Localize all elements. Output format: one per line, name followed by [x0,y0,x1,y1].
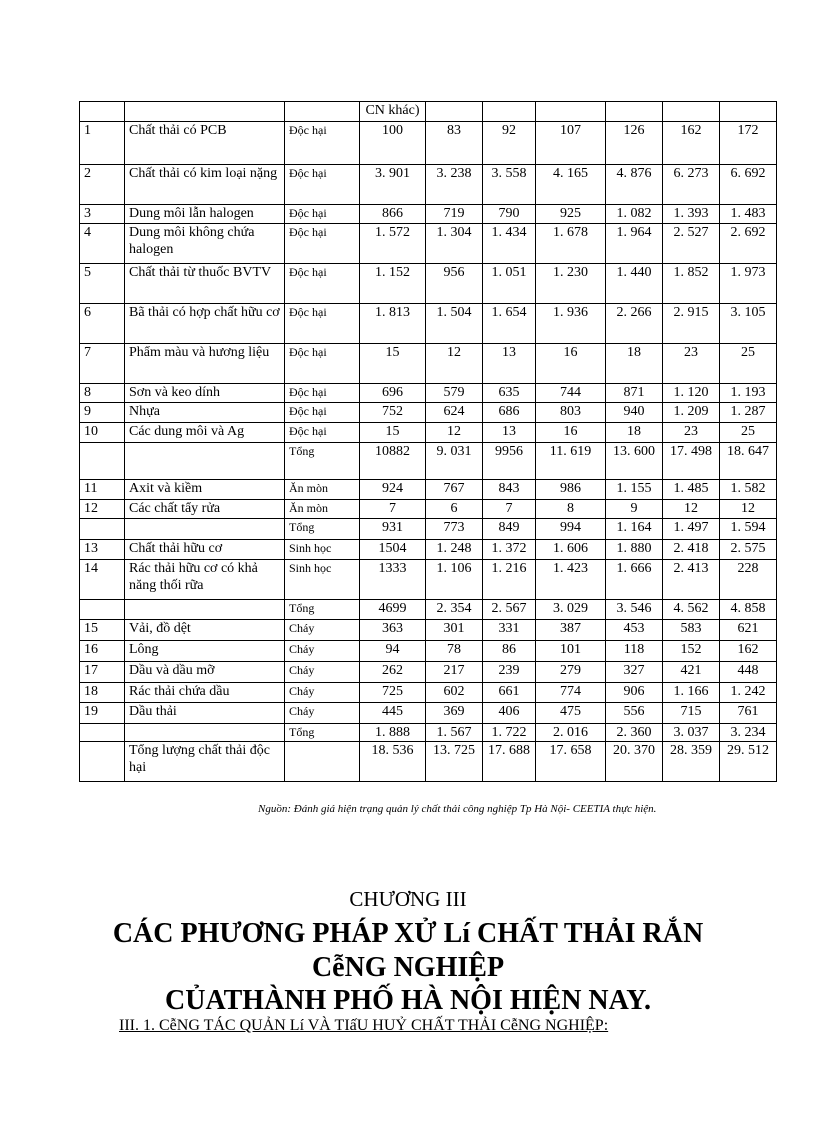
cell-value-6: 583 [663,620,720,641]
cell-value-5: 13. 600 [606,443,663,480]
cell-row-number: 7 [80,344,125,384]
table-row [80,205,777,224]
cell-value-3: 331 [483,620,536,641]
cell-value-7: 2. 692 [720,224,777,264]
cell-value-4: 986 [536,480,606,500]
table-row [80,683,777,703]
table-row [80,742,777,782]
cell-row-number [80,519,125,540]
cell-value-3: 13 [483,344,536,384]
table-row [80,540,777,560]
cell-hazard-type: Độc hại [285,344,360,384]
cell-row-number: 12 [80,500,125,519]
cell-hazard-type [285,102,360,122]
cell-value-3: 1. 434 [483,224,536,264]
cell-waste-name: Rác thải hữu cơ có khả năng thối rữa [125,560,285,600]
cell-waste-name: Phẩm màu và hương liệu [125,344,285,384]
cell-value-7: 3. 234 [720,724,777,742]
cell-value-5: 556 [606,703,663,724]
cell-value-4: 107 [536,122,606,165]
cell-value-2: 767 [426,480,483,500]
cell-hazard-type: Sinh học [285,540,360,560]
table-row [80,662,777,683]
cell-value-3: 86 [483,641,536,662]
cell-value-1: 94 [360,641,426,662]
cell-value-1: 1. 572 [360,224,426,264]
cell-value-6: 1. 497 [663,519,720,540]
table-row [80,423,777,443]
chapter-heading-line-1: CÁC PHƯƠNG PHÁP XỬ Lí CHẤT THẢI RẮN [112,918,704,949]
cell-value-3: 1. 654 [483,304,536,344]
cell-value-5: 18 [606,344,663,384]
cell-value-7: 1. 582 [720,480,777,500]
cell-waste-name [125,600,285,620]
cell-value-6: 12 [663,500,720,519]
cell-value-1: 752 [360,403,426,423]
cell-hazard-type: Ăn mòn [285,500,360,519]
cell-value-6: 1. 485 [663,480,720,500]
cell-value-5: 1. 440 [606,264,663,304]
cell-waste-name [125,443,285,480]
cell-value-7: 2. 575 [720,540,777,560]
cell-value-1: 15 [360,423,426,443]
cell-value-7: 448 [720,662,777,683]
cell-value-1: 18. 536 [360,742,426,782]
cell-hazard-type: Tổng [285,443,360,480]
cell-value-4: 16 [536,423,606,443]
cell-value-2: 12 [426,423,483,443]
cell-value-4: 1. 606 [536,540,606,560]
cell-row-number: 13 [80,540,125,560]
cell-waste-name: Dung môi không chứa halogen [125,224,285,264]
cell-value-2: 773 [426,519,483,540]
cell-row-number: 10 [80,423,125,443]
cell-hazard-type: Cháy [285,620,360,641]
table-row [80,724,777,742]
table-row [80,480,777,500]
table-row [80,224,777,264]
cell-value-4: 101 [536,641,606,662]
cell-value-7: 761 [720,703,777,724]
cell-value-2: 369 [426,703,483,724]
cell-value-3: 17. 688 [483,742,536,782]
cell-value-7: 25 [720,344,777,384]
cell-value-3: 661 [483,683,536,703]
cell-waste-name [125,102,285,122]
cell-value-5: 453 [606,620,663,641]
cell-row-number: 15 [80,620,125,641]
cell-value-6: 1. 852 [663,264,720,304]
cell-row-number: 11 [80,480,125,500]
cell-value-3: 239 [483,662,536,683]
cell-value-4: 475 [536,703,606,724]
cell-value-6: 2. 413 [663,560,720,600]
cell-value-4: 1. 936 [536,304,606,344]
cell-waste-name: Dung môi lẫn halogen [125,205,285,224]
cell-waste-name: Chất thải từ thuốc BVTV [125,264,285,304]
cell-value-3: 843 [483,480,536,500]
cell-value-7: 1. 973 [720,264,777,304]
cell-value-5: 126 [606,122,663,165]
cell-value-5: 20. 370 [606,742,663,782]
cell-value-2: 217 [426,662,483,683]
cell-value-7: 1. 594 [720,519,777,540]
table-row [80,304,777,344]
cell-value-5: 871 [606,384,663,403]
cell-value-1: 15 [360,344,426,384]
cell-value-2: 3. 238 [426,165,483,205]
cell-waste-name: Bã thải có hợp chất hữu cơ [125,304,285,344]
cell-hazard-type: Cháy [285,662,360,683]
cell-value-5: 2. 360 [606,724,663,742]
cell-value-6 [663,102,720,122]
cell-waste-name [125,724,285,742]
cell-waste-name: Axit và kiềm [125,480,285,500]
table-row [80,443,777,480]
cell-value-4: 925 [536,205,606,224]
cell-row-number: 2 [80,165,125,205]
table-row [80,384,777,403]
cell-value-6: 2. 915 [663,304,720,344]
cell-value-5: 9 [606,500,663,519]
cell-value-2: 1. 304 [426,224,483,264]
cell-hazard-type: Độc hại [285,423,360,443]
cell-hazard-type: Cháy [285,703,360,724]
cell-hazard-type: Độc hại [285,384,360,403]
cell-value-2 [426,102,483,122]
cell-hazard-type: Ăn mòn [285,480,360,500]
cell-row-number: 9 [80,403,125,423]
cell-waste-name: Sơn và keo dính [125,384,285,403]
cell-row-number [80,600,125,620]
cell-row-number [80,443,125,480]
cell-value-4: 3. 029 [536,600,606,620]
cell-value-3: 849 [483,519,536,540]
cell-value-5: 327 [606,662,663,683]
cell-value-2: 78 [426,641,483,662]
cell-value-7: 228 [720,560,777,600]
cell-value-2: 602 [426,683,483,703]
cell-value-6: 6. 273 [663,165,720,205]
cell-value-5: 1. 155 [606,480,663,500]
cell-value-3: 3. 558 [483,165,536,205]
cell-value-6: 28. 359 [663,742,720,782]
cell-value-7: 162 [720,641,777,662]
cell-value-4: 1. 230 [536,264,606,304]
table-row [80,703,777,724]
cell-value-4: 744 [536,384,606,403]
cell-hazard-type: Tổng [285,724,360,742]
cell-row-number: 17 [80,662,125,683]
cell-value-5 [606,102,663,122]
cell-value-2: 6 [426,500,483,519]
source-note: Nguồn: Đánh giá hiện trạng quản lý chất thải công nghiệp Tp Hà Nội- CEETIA thực hiện. [258,803,657,815]
cell-hazard-type: Độc hại [285,403,360,423]
cell-hazard-type: Độc hại [285,264,360,304]
cell-waste-name: Chất thải hữu cơ [125,540,285,560]
cell-value-6: 3. 037 [663,724,720,742]
cell-value-4: 387 [536,620,606,641]
cell-waste-name: Dầu và dầu mỡ [125,662,285,683]
cell-value-1: 100 [360,122,426,165]
cell-value-6: 23 [663,423,720,443]
cell-value-3: 790 [483,205,536,224]
cell-waste-name: Lông [125,641,285,662]
cell-hazard-type: Tổng [285,600,360,620]
chapter-heading-line-3: CỦATHÀNH PHỐ HÀ NỘI HIỆN NAY. [165,985,651,1016]
cell-value-7: 1. 242 [720,683,777,703]
cell-value-4: 16 [536,344,606,384]
cell-value-2: 1. 248 [426,540,483,560]
cell-value-5: 4. 876 [606,165,663,205]
cell-value-5: 3. 546 [606,600,663,620]
cell-value-7: 6. 692 [720,165,777,205]
cell-value-2: 301 [426,620,483,641]
cell-hazard-type: Cháy [285,641,360,662]
cell-value-4: 2. 016 [536,724,606,742]
cell-value-2: 1. 504 [426,304,483,344]
cell-value-5: 18 [606,423,663,443]
cell-value-4: 1. 423 [536,560,606,600]
table-row [80,122,777,165]
cell-waste-name: Chất thải có PCB [125,122,285,165]
table-row [80,519,777,540]
cell-value-7: 172 [720,122,777,165]
cell-value-1: 7 [360,500,426,519]
cell-row-number: 14 [80,560,125,600]
cell-value-1: 1. 813 [360,304,426,344]
cell-value-6: 162 [663,122,720,165]
waste-table [79,101,777,782]
cell-value-6: 4. 562 [663,600,720,620]
cell-hazard-type: Tổng [285,519,360,540]
cell-row-number [80,102,125,122]
cell-row-number: 4 [80,224,125,264]
cell-row-number: 6 [80,304,125,344]
cell-value-3: 1. 216 [483,560,536,600]
cell-hazard-type: Độc hại [285,304,360,344]
cell-value-7: 29. 512 [720,742,777,782]
chapter-label: CHƯƠNG III [349,887,467,911]
cell-value-1: 1. 152 [360,264,426,304]
cell-value-1: 363 [360,620,426,641]
cell-hazard-type: Cháy [285,683,360,703]
cell-value-5: 906 [606,683,663,703]
cell-value-1: 262 [360,662,426,683]
cell-value-2: 579 [426,384,483,403]
cell-row-number: 16 [80,641,125,662]
cell-value-5: 118 [606,641,663,662]
cell-row-number [80,742,125,782]
cell-value-6: 2. 418 [663,540,720,560]
cell-value-6: 23 [663,344,720,384]
cell-value-3: 92 [483,122,536,165]
cell-value-4: 4. 165 [536,165,606,205]
cell-value-3: 1. 722 [483,724,536,742]
cell-value-1: 1333 [360,560,426,600]
cell-value-2: 719 [426,205,483,224]
cell-value-2: 956 [426,264,483,304]
cell-value-5: 940 [606,403,663,423]
cell-value-1: 10882 [360,443,426,480]
cell-value-4: 17. 658 [536,742,606,782]
cell-value-5: 1. 964 [606,224,663,264]
cell-row-number: 18 [80,683,125,703]
cell-value-7: 18. 647 [720,443,777,480]
table-row [80,344,777,384]
table-row [80,620,777,641]
cell-value-3: 1. 051 [483,264,536,304]
section-subheading: III. 1. CễNG TÁC QUẢN Lí VÀ TIấU HUỶ CHẤT THẢI CễNG NGHIỆP: [119,1017,609,1034]
cell-value-1: 725 [360,683,426,703]
cell-hazard-type: Sinh học [285,560,360,600]
cell-value-4 [536,102,606,122]
cell-value-6: 1. 209 [663,403,720,423]
cell-value-6: 1. 393 [663,205,720,224]
cell-value-6: 1. 166 [663,683,720,703]
cell-value-1: 1504 [360,540,426,560]
cell-value-1: 924 [360,480,426,500]
cell-value-4: 8 [536,500,606,519]
cell-value-3: 635 [483,384,536,403]
cell-row-number: 19 [80,703,125,724]
cell-row-number [80,724,125,742]
cell-value-2: 624 [426,403,483,423]
cell-value-6: 421 [663,662,720,683]
cell-row-number: 5 [80,264,125,304]
cell-waste-name: Chất thải có kim loại nặng [125,165,285,205]
cell-waste-name: Các dung môi và Ag [125,423,285,443]
cell-value-7 [720,102,777,122]
cell-value-2: 13. 725 [426,742,483,782]
cell-value-7: 25 [720,423,777,443]
cell-waste-name [125,519,285,540]
cell-hazard-type [285,742,360,782]
cell-value-6: 152 [663,641,720,662]
cell-waste-name: Rác thải chứa dầu [125,683,285,703]
cell-value-5: 2. 266 [606,304,663,344]
table-row [80,165,777,205]
cell-value-5: 1. 666 [606,560,663,600]
cell-value-7: 3. 105 [720,304,777,344]
cell-value-2: 1. 106 [426,560,483,600]
cell-value-7: 12 [720,500,777,519]
cell-value-5: 1. 164 [606,519,663,540]
cell-row-number: 1 [80,122,125,165]
table-row [80,403,777,423]
cell-value-3: 2. 567 [483,600,536,620]
cell-row-number: 8 [80,384,125,403]
cell-value-7: 1. 287 [720,403,777,423]
cell-value-4: 1. 678 [536,224,606,264]
table-row [80,102,777,122]
cell-waste-name: Dầu thải [125,703,285,724]
cell-value-1: 931 [360,519,426,540]
cell-value-2: 12 [426,344,483,384]
cell-waste-name: Tổng lượng chất thải độc hại [125,742,285,782]
cell-value-4: 774 [536,683,606,703]
cell-value-3: 7 [483,500,536,519]
cell-value-6: 17. 498 [663,443,720,480]
cell-hazard-type: Độc hại [285,165,360,205]
cell-value-2: 1. 567 [426,724,483,742]
cell-value-1: 696 [360,384,426,403]
cell-value-3 [483,102,536,122]
cell-hazard-type: Độc hại [285,205,360,224]
cell-value-4: 803 [536,403,606,423]
cell-value-4: 994 [536,519,606,540]
cell-value-6: 2. 527 [663,224,720,264]
cell-value-3: 9956 [483,443,536,480]
cell-value-4: 11. 619 [536,443,606,480]
table-row [80,560,777,600]
table-row [80,264,777,304]
chapter-heading-line-2: CễNG NGHIỆP [311,952,505,983]
cell-value-6: 1. 120 [663,384,720,403]
table-row [80,600,777,620]
table-row [80,641,777,662]
cell-value-1: CN khác) [360,102,426,122]
table-row [80,500,777,519]
cell-value-2: 2. 354 [426,600,483,620]
cell-value-7: 1. 483 [720,205,777,224]
cell-value-1: 445 [360,703,426,724]
cell-value-3: 1. 372 [483,540,536,560]
cell-value-6: 715 [663,703,720,724]
cell-value-2: 83 [426,122,483,165]
cell-value-3: 686 [483,403,536,423]
cell-value-7: 4. 858 [720,600,777,620]
cell-value-1: 1. 888 [360,724,426,742]
cell-value-4: 279 [536,662,606,683]
cell-value-3: 406 [483,703,536,724]
cell-waste-name: Các chất tẩy rửa [125,500,285,519]
cell-value-3: 13 [483,423,536,443]
cell-value-5: 1. 082 [606,205,663,224]
cell-value-2: 9. 031 [426,443,483,480]
cell-value-5: 1. 880 [606,540,663,560]
cell-row-number: 3 [80,205,125,224]
cell-waste-name: Nhựa [125,403,285,423]
cell-value-1: 866 [360,205,426,224]
cell-value-7: 621 [720,620,777,641]
cell-value-1: 4699 [360,600,426,620]
cell-value-7: 1. 193 [720,384,777,403]
cell-waste-name: Vải, đồ dệt [125,620,285,641]
cell-value-1: 3. 901 [360,165,426,205]
cell-hazard-type: Độc hại [285,224,360,264]
cell-hazard-type: Độc hại [285,122,360,165]
